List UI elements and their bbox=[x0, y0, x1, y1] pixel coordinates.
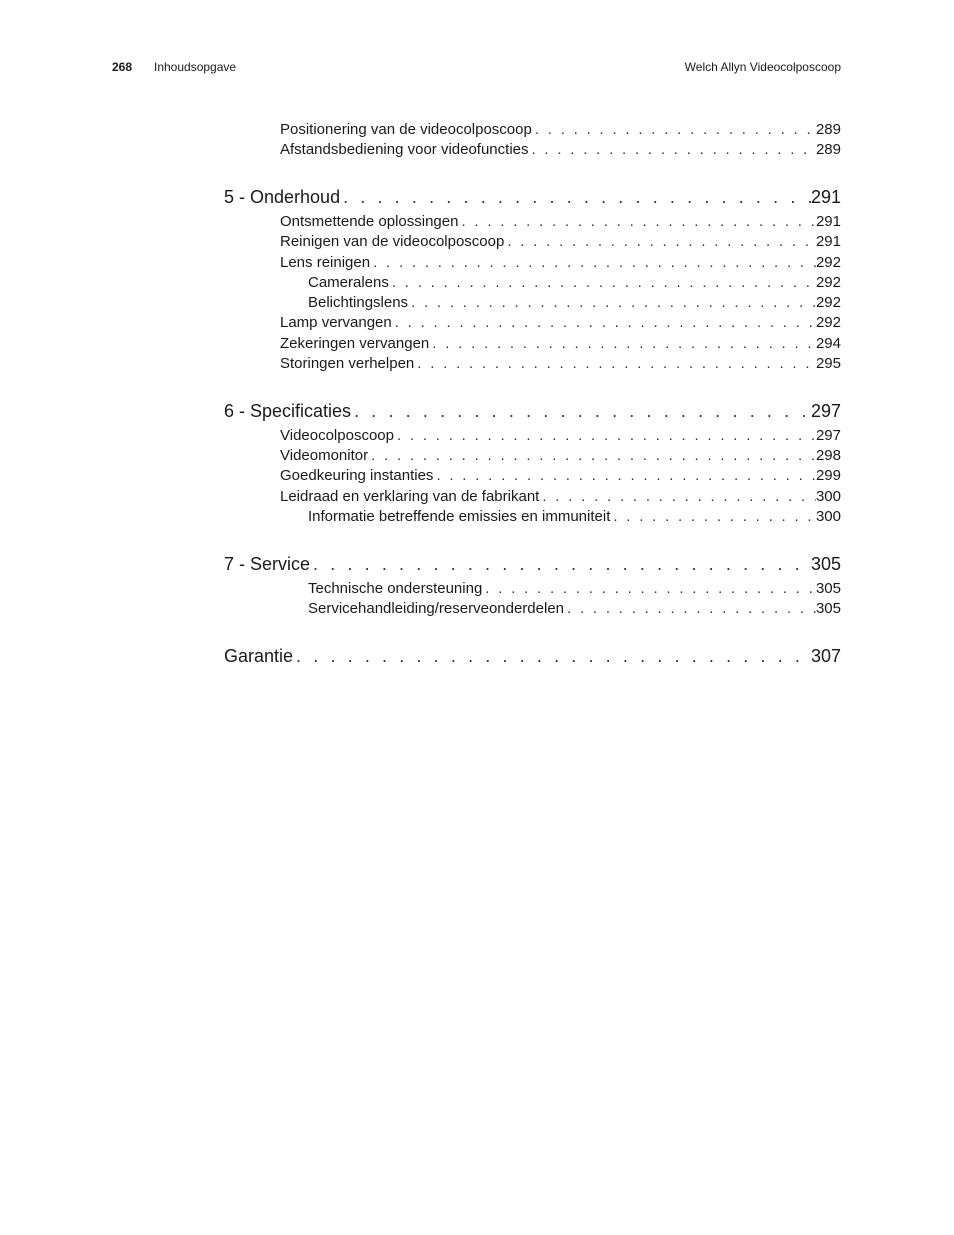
toc-entry-page: 292 bbox=[815, 314, 841, 331]
toc-entry-page: 298 bbox=[815, 447, 841, 464]
dot-leader bbox=[414, 355, 816, 372]
toc-entry-page: 289 bbox=[815, 141, 841, 158]
running-document-title: Welch Allyn Videocolposcoop bbox=[684, 60, 841, 74]
toc-entry[interactable] bbox=[224, 335, 841, 354]
dot-leader bbox=[458, 213, 816, 230]
toc-entry-title: Videocolposcoop bbox=[280, 427, 394, 444]
toc-entry-page: 289 bbox=[815, 121, 841, 138]
page-number: 268 bbox=[112, 60, 133, 74]
toc-entry[interactable] bbox=[224, 467, 841, 486]
running-section-title: Inhoudsopgave bbox=[154, 60, 237, 74]
toc-entry-title: Ontsmettende oplossingen bbox=[280, 213, 459, 230]
toc-chapter-page: 297 bbox=[810, 401, 841, 421]
dot-leader bbox=[310, 554, 811, 575]
dot-leader bbox=[433, 467, 816, 484]
toc-entry-page: 294 bbox=[815, 335, 841, 352]
toc-entry-title: Zekeringen vervangen bbox=[280, 335, 430, 352]
toc-chapter-garantie[interactable] bbox=[224, 646, 841, 668]
toc-chapter-onderhoud[interactable] bbox=[224, 187, 841, 209]
toc-entry-title: Belichtingslens bbox=[308, 294, 409, 311]
dot-leader bbox=[610, 508, 816, 525]
toc-entry-page: 292 bbox=[815, 254, 841, 271]
toc-entry-title: Cameralens bbox=[308, 274, 389, 291]
toc-chapter-title: 5 - Onderhoud bbox=[224, 187, 341, 207]
toc-entry-page: 305 bbox=[815, 600, 841, 617]
toc-entry-page: 292 bbox=[815, 294, 841, 311]
toc-entry[interactable] bbox=[224, 254, 841, 273]
toc-entry-page: 291 bbox=[815, 233, 841, 250]
dot-leader bbox=[504, 233, 816, 250]
toc-subentry[interactable] bbox=[224, 580, 841, 599]
dot-leader bbox=[368, 447, 816, 464]
toc-entry[interactable] bbox=[224, 213, 841, 232]
toc-entry-page: 297 bbox=[815, 427, 841, 444]
toc-entry-page: 291 bbox=[815, 213, 841, 230]
toc-entry-title: Positionering van de videocolposcoop bbox=[280, 121, 532, 138]
toc-chapter-page: 291 bbox=[810, 187, 841, 207]
dot-leader bbox=[529, 141, 816, 158]
toc-entry-title: Technische ondersteuning bbox=[308, 580, 483, 597]
toc-subentry[interactable] bbox=[224, 508, 841, 527]
toc-entry[interactable] bbox=[224, 355, 841, 374]
toc-entry-title: Informatie betreffende emissies en immuniteit bbox=[308, 508, 611, 525]
dot-leader bbox=[429, 335, 816, 352]
toc-subentry[interactable] bbox=[224, 600, 841, 619]
dot-leader bbox=[340, 187, 811, 208]
dot-leader bbox=[408, 294, 816, 311]
toc-entry-title: Servicehandleiding/reserveonderdelen bbox=[308, 600, 565, 617]
toc-entry-page: 299 bbox=[815, 467, 841, 484]
toc-chapter-page: 307 bbox=[810, 646, 841, 666]
toc-entry-title: Afstandsbediening voor videofuncties bbox=[280, 141, 529, 158]
toc-entry[interactable] bbox=[224, 233, 841, 252]
toc-entry-title: Goedkeuring instanties bbox=[280, 467, 434, 484]
toc-subentry[interactable] bbox=[224, 274, 841, 293]
toc-entry[interactable] bbox=[224, 141, 841, 160]
toc-subentry[interactable] bbox=[224, 294, 841, 313]
toc-chapter-page: 305 bbox=[810, 554, 841, 574]
dot-leader bbox=[392, 314, 816, 331]
dot-leader bbox=[394, 427, 816, 444]
toc-chapter-title: Garantie bbox=[224, 646, 294, 666]
toc-entry[interactable] bbox=[224, 447, 841, 466]
toc-entry-page: 295 bbox=[815, 355, 841, 372]
toc-entry-page: 305 bbox=[815, 580, 841, 597]
toc-chapter-title: 7 - Service bbox=[224, 554, 311, 574]
toc-entry-page: 300 bbox=[815, 508, 841, 525]
toc-chapter-title: 6 - Specificaties bbox=[224, 401, 352, 421]
toc-entry-page: 300 bbox=[815, 488, 841, 505]
dot-leader bbox=[532, 121, 816, 138]
dot-leader bbox=[370, 254, 816, 271]
toc-entry-title: Lamp vervangen bbox=[280, 314, 392, 331]
toc-entry[interactable] bbox=[224, 427, 841, 446]
toc-entry-page: 292 bbox=[815, 274, 841, 291]
toc-entry-title: Storingen verhelpen bbox=[280, 355, 415, 372]
dot-leader bbox=[351, 401, 811, 422]
dot-leader bbox=[539, 488, 816, 505]
dot-leader bbox=[389, 274, 816, 291]
page-header bbox=[112, 60, 841, 76]
toc-entry[interactable] bbox=[224, 314, 841, 333]
dot-leader bbox=[564, 600, 816, 617]
toc-entry-title: Lens reinigen bbox=[280, 254, 371, 271]
toc-entry-title: Videomonitor bbox=[280, 447, 369, 464]
toc-chapter-specificaties[interactable] bbox=[224, 401, 841, 423]
toc-entry[interactable] bbox=[224, 121, 841, 140]
toc-entry-title: Leidraad en verklaring van de fabrikant bbox=[280, 488, 540, 505]
dot-leader bbox=[482, 580, 816, 597]
toc-entry-title: Reinigen van de videocolposcoop bbox=[280, 233, 505, 250]
toc-entry[interactable] bbox=[224, 488, 841, 507]
toc-chapter-service[interactable] bbox=[224, 554, 841, 576]
dot-leader bbox=[293, 646, 811, 667]
